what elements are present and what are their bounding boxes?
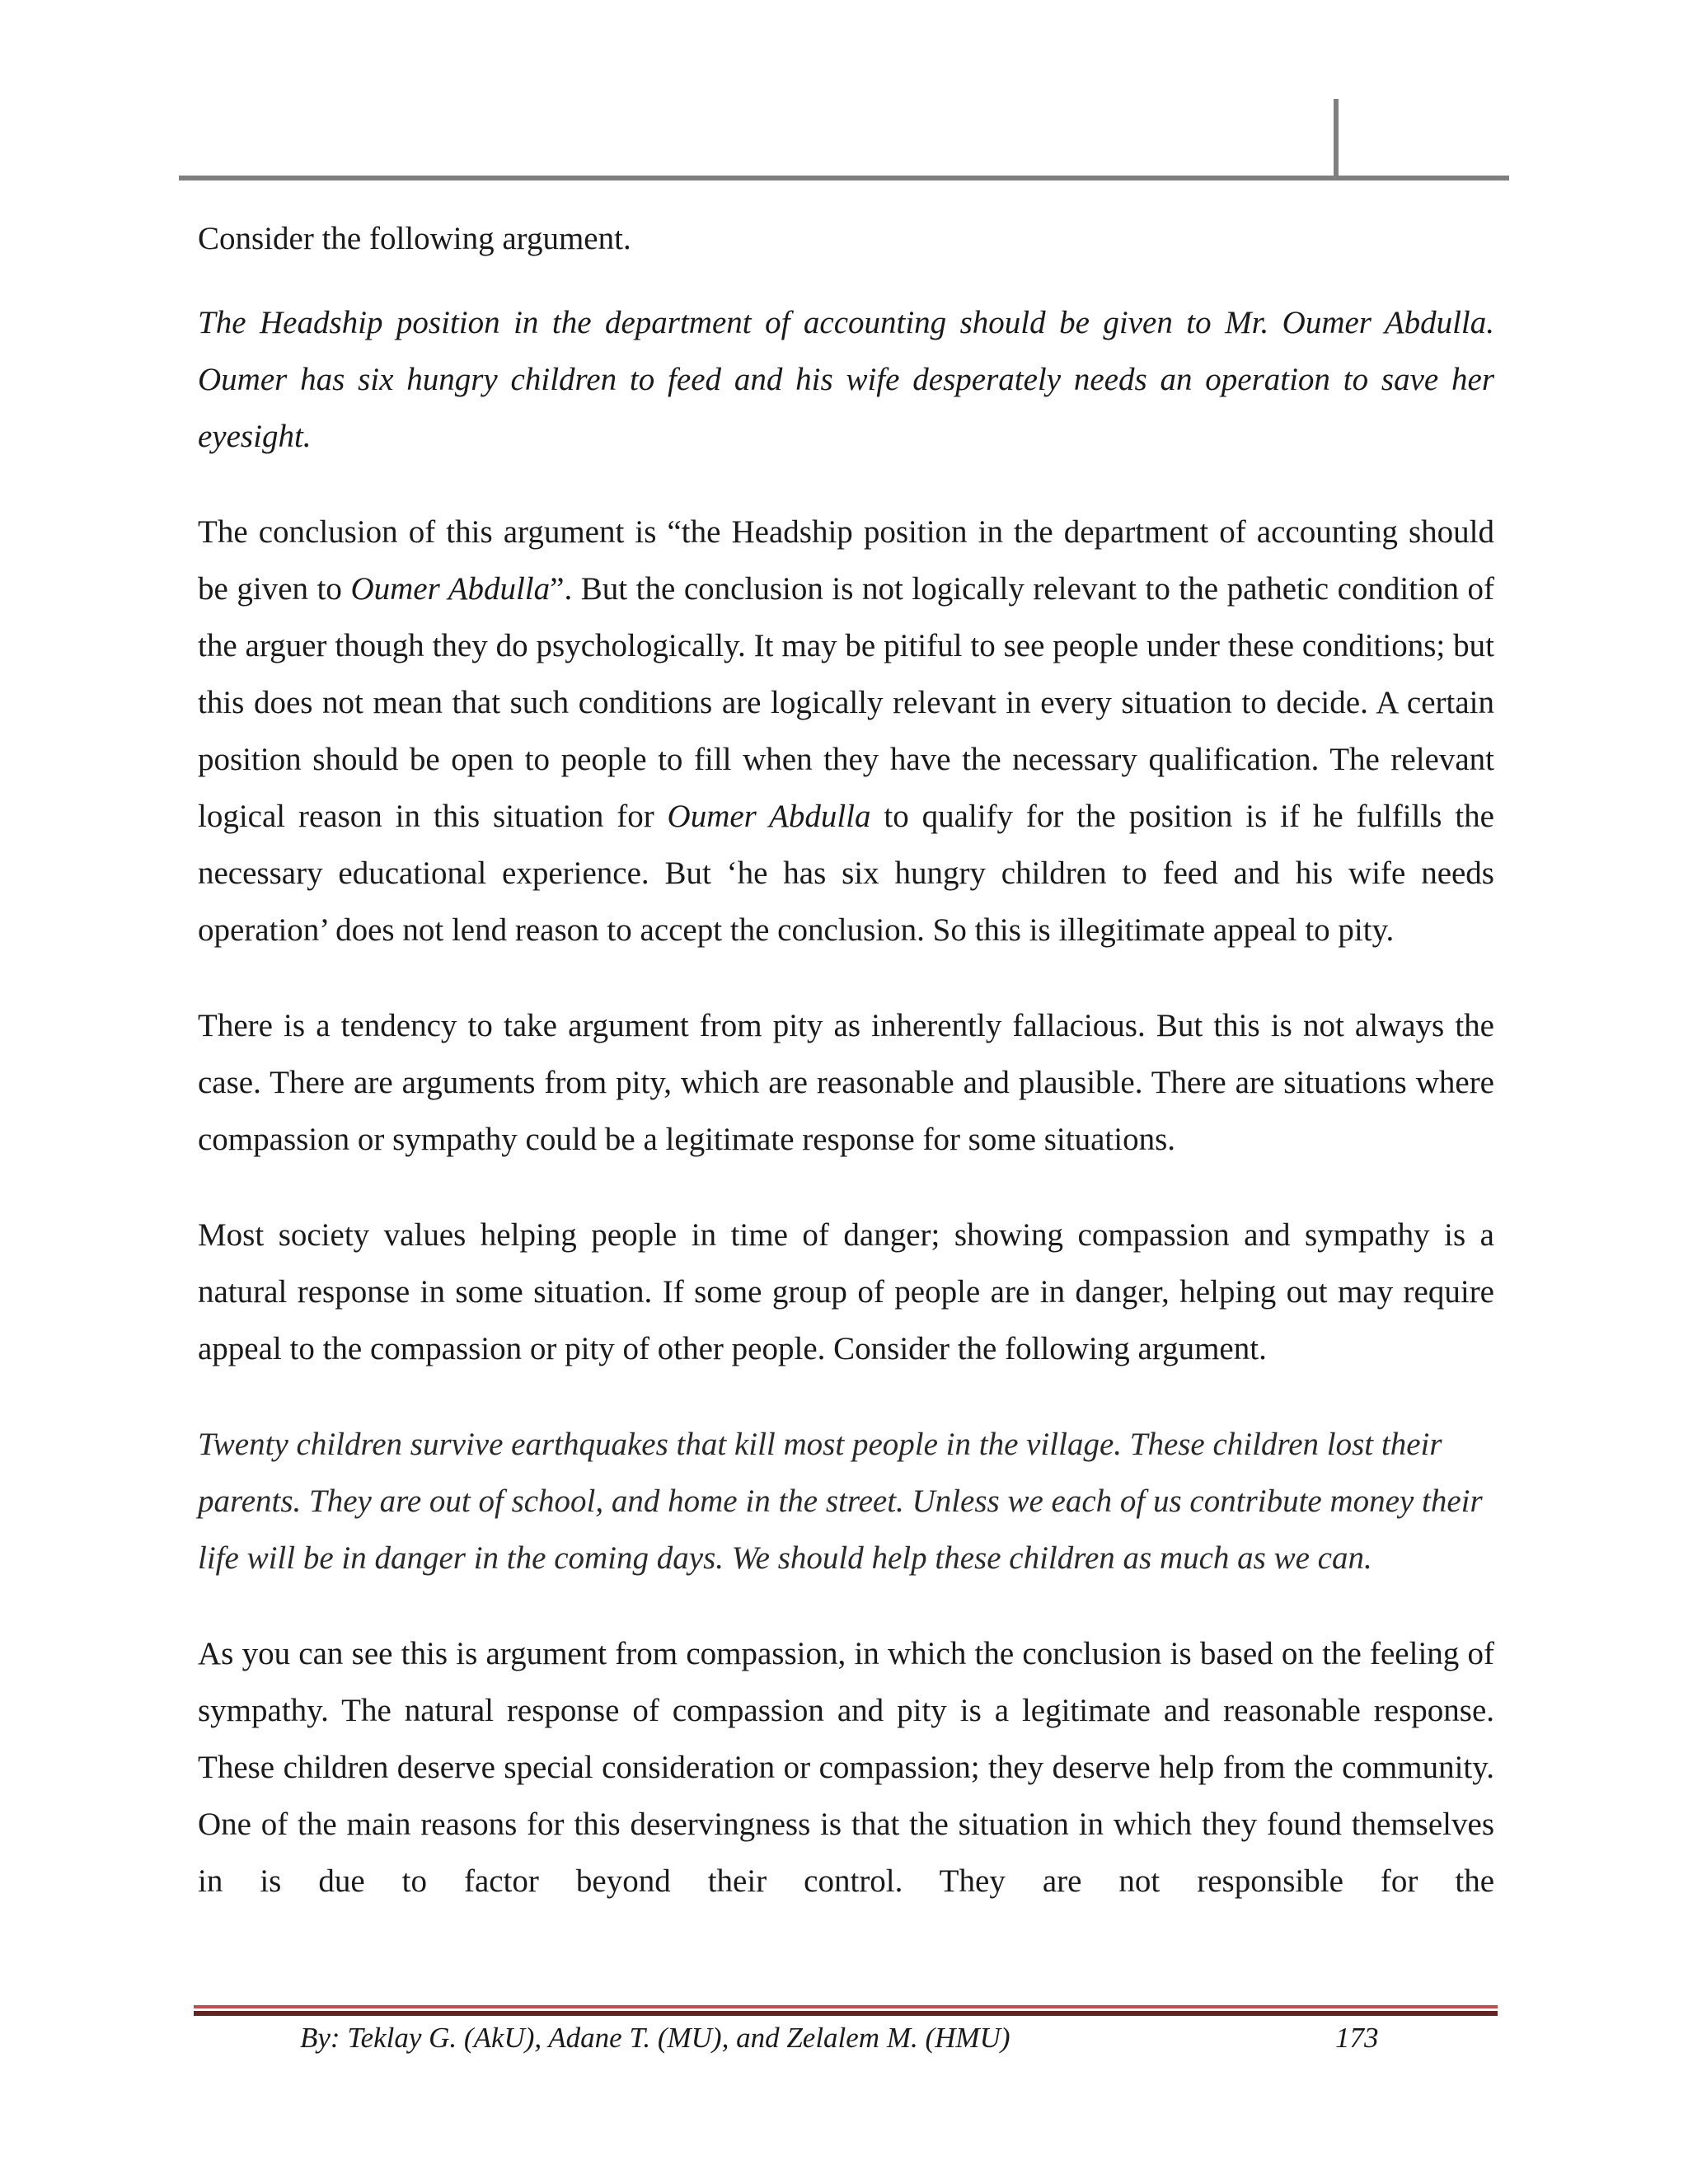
body-text bbox=[198, 210, 1494, 1910]
paragraph-society-values: Most society values helping people in time of danger; showing compassion and sympathy is a natural response in some situation. If some group of people are in danger, helping out may require appeal to the compassion or pity of other people. Consider the following argument. bbox=[198, 1217, 1494, 1366]
emphasis-name: Oumer Abdulla bbox=[667, 799, 871, 834]
paragraph-example-earthquake: Twenty children survive earthquakes that kill most people in the village. These children lost their parents. They are out of school, and home in the street. Unless we each of us contribute money their life will be in danger in the coming days. We should help these children as much as we can. bbox=[198, 1427, 1483, 1576]
header-tick-line bbox=[1334, 99, 1339, 178]
paragraph-conclusion-analysis bbox=[198, 504, 1494, 958]
text-run: The conclusion of this argument is “the Headship position in the department of accounting should be given to bbox=[198, 514, 1494, 607]
page-number: 173 bbox=[1335, 2022, 1379, 2054]
text-run: to qualify for the position is if he fulfills the necessary educational experience. But ‘he has six hungry children to feed and his wife needs operation’ does not lend reason to accept the conclusion. So this is illegitimate appeal to pity. bbox=[198, 799, 1494, 948]
paragraph-intro: Consider the following argument. bbox=[198, 221, 631, 256]
header-rule bbox=[179, 176, 1509, 180]
footer-authors: By: Teklay G. (AkU), Adane T. (MU), and Zelalem M. (HMU) bbox=[300, 2022, 1010, 2054]
text-run: ”. But the conclusion is not logically relevant to the pathetic condition of the arguer though they do psychologically. It may be pitiful to see people under these conditions; but this does not mean that such conditions are logically relevant in every situation to decide. A certain position should be open to people to fill when they have the necessary qualification. The relevant logical reason in this situation for bbox=[198, 571, 1494, 834]
paragraph-pity-tendency: There is a tendency to take argument from pity as inherently fallacious. But this is not always the case. There are arguments from pity, which are reasonable and plausible. There are situations where compassion or sympathy could be a legitimate response for some situations. bbox=[198, 1008, 1494, 1157]
paragraph-example-headship: The Headship position in the department of accounting should be given to Mr. Oumer Abdulla. Oumer has six hungry children to feed and his wife desperately needs an operation to save her eyesight. bbox=[198, 305, 1494, 454]
emphasis-name: Oumer Abdulla bbox=[350, 571, 551, 607]
footer-rule-dark bbox=[194, 2011, 1498, 2016]
footer-rule-light bbox=[194, 2005, 1498, 2008]
paragraph-compassion-analysis: As you can see this is argument from compassion, in which the conclusion is based on the feeling of sympathy. The natural response of compassion and pity is a legitimate and reasonable response. These children deserve special consideration or compassion; they deserve help from the community. One of the main reasons for this deservingness is that the situation in which they found themselves in is due to factor beyond their control. They are not responsible for the bbox=[198, 1636, 1494, 1899]
